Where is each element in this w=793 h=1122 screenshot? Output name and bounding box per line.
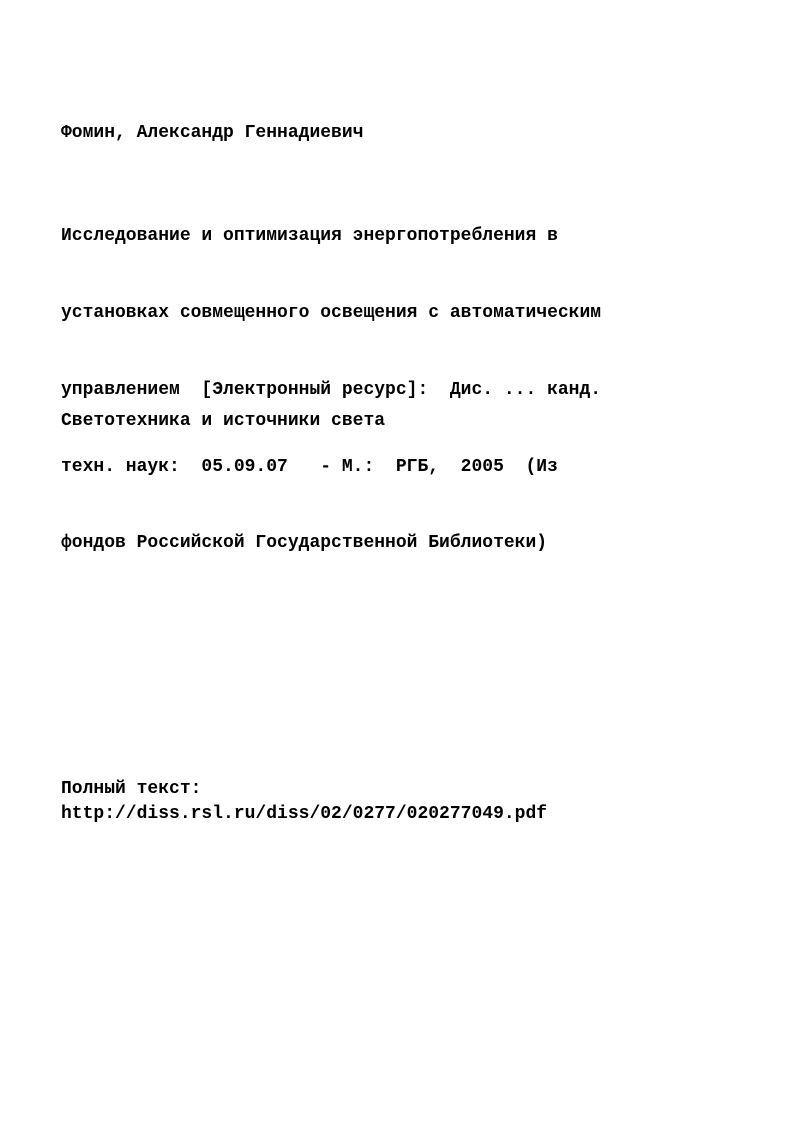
author-name: Фомин, Александр Геннадиевич [61, 123, 364, 143]
subject-heading: Светотехника и источники света [61, 411, 386, 431]
fulltext-link[interactable]: http://diss.rsl.ru/diss/02/0277/020277049.pdf [61, 804, 548, 824]
title-line: техн. наук: 05.09.07 - М.: РГБ, 2005 (Из [61, 456, 558, 477]
title-line: фондов Российской Государственной Библиотеки) [61, 533, 548, 554]
record-title [61, 173, 601, 608]
title-line: Исследование и оптимизация энергопотребления в [61, 226, 558, 247]
title-line: управлением [Электронный ресурс]: Дис. ... канд. [61, 379, 602, 400]
fulltext-label: Полный текст: [61, 779, 202, 799]
title-line: установках совмещенного освещения с автоматическим [61, 302, 602, 323]
